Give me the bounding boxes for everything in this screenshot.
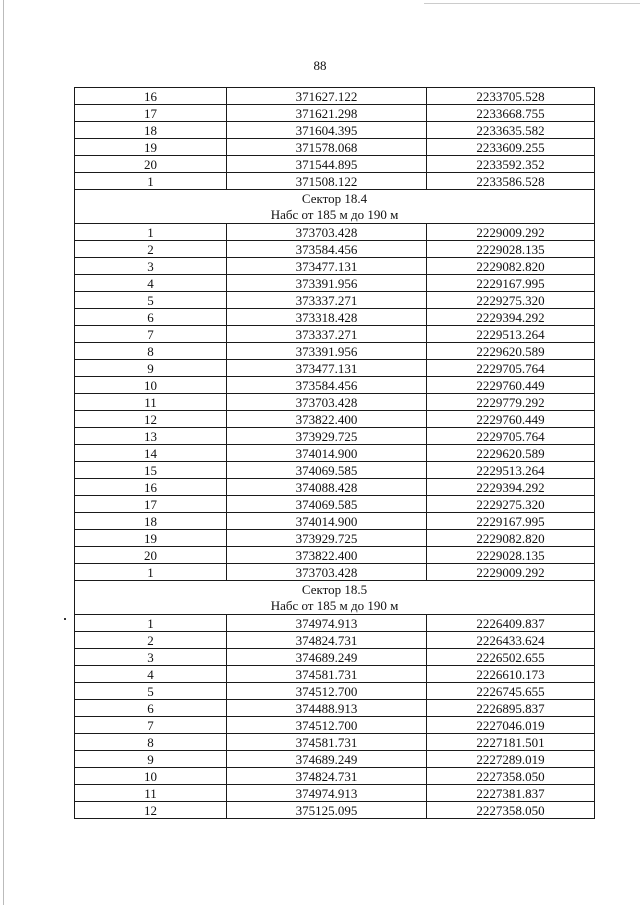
x-coordinate-cell: 373337.271 xyxy=(227,292,427,309)
x-coordinate-cell: 373929.725 xyxy=(227,530,427,547)
point-number-cell: 6 xyxy=(75,309,227,326)
point-number-cell: 3 xyxy=(75,649,227,666)
y-coordinate-cell: 2227046.019 xyxy=(427,717,595,734)
x-coordinate-cell: 373318.428 xyxy=(227,309,427,326)
table-row xyxy=(75,768,595,785)
x-coordinate-cell: 373822.400 xyxy=(227,411,427,428)
table-row xyxy=(75,88,595,105)
point-number-cell: 5 xyxy=(75,683,227,700)
sector-header-cell xyxy=(75,190,595,224)
x-coordinate-cell: 371508.122 xyxy=(227,173,427,190)
x-coordinate-cell: 374512.700 xyxy=(227,683,427,700)
table-row xyxy=(75,734,595,751)
y-coordinate-cell: 2226433.624 xyxy=(427,632,595,649)
x-coordinate-cell: 374512.700 xyxy=(227,717,427,734)
x-coordinate-cell: 373703.428 xyxy=(227,394,427,411)
table-row xyxy=(75,479,595,496)
table-row xyxy=(75,105,595,122)
point-number-cell: 17 xyxy=(75,496,227,513)
point-number-cell: 17 xyxy=(75,105,227,122)
point-number-cell: 5 xyxy=(75,292,227,309)
table-row xyxy=(75,343,595,360)
point-number-cell: 7 xyxy=(75,326,227,343)
table-row xyxy=(75,649,595,666)
y-coordinate-cell: 2229394.292 xyxy=(427,309,595,326)
y-coordinate-cell: 2229167.995 xyxy=(427,275,595,292)
y-coordinate-cell: 2227181.501 xyxy=(427,734,595,751)
point-number-cell: 3 xyxy=(75,258,227,275)
y-coordinate-cell: 2226895.837 xyxy=(427,700,595,717)
y-coordinate-cell: 2229705.764 xyxy=(427,360,595,377)
sector-header-cell xyxy=(75,581,595,615)
table-row xyxy=(75,360,595,377)
point-number-cell: 9 xyxy=(75,751,227,768)
table-row xyxy=(75,428,595,445)
point-number-cell: 8 xyxy=(75,343,227,360)
y-coordinate-cell: 2233592.352 xyxy=(427,156,595,173)
point-number-cell: 20 xyxy=(75,156,227,173)
y-coordinate-cell: 2227358.050 xyxy=(427,768,595,785)
x-coordinate-cell: 374069.585 xyxy=(227,496,427,513)
y-coordinate-cell: 2229513.264 xyxy=(427,326,595,343)
point-number-cell: 1 xyxy=(75,224,227,241)
scan-top-rule xyxy=(424,3,640,4)
y-coordinate-cell: 2229620.589 xyxy=(427,343,595,360)
x-coordinate-cell: 374974.913 xyxy=(227,615,427,632)
y-coordinate-cell: 2227289.019 xyxy=(427,751,595,768)
point-number-cell: 19 xyxy=(75,139,227,156)
y-coordinate-cell: 2229275.320 xyxy=(427,496,595,513)
y-coordinate-cell: 2226502.655 xyxy=(427,649,595,666)
point-number-cell: 12 xyxy=(75,411,227,428)
scan-left-edge xyxy=(3,0,4,905)
point-number-cell: 14 xyxy=(75,445,227,462)
point-number-cell: 12 xyxy=(75,802,227,819)
x-coordinate-cell: 374014.900 xyxy=(227,513,427,530)
y-coordinate-cell: 2226610.173 xyxy=(427,666,595,683)
x-coordinate-cell: 373822.400 xyxy=(227,547,427,564)
y-coordinate-cell: 2229779.292 xyxy=(427,394,595,411)
x-coordinate-cell: 374014.900 xyxy=(227,445,427,462)
table-row xyxy=(75,224,595,241)
point-number-cell: 1 xyxy=(75,564,227,581)
table-row xyxy=(75,717,595,734)
y-coordinate-cell: 2233668.755 xyxy=(427,105,595,122)
point-number-cell: 8 xyxy=(75,734,227,751)
y-coordinate-cell: 2226409.837 xyxy=(427,615,595,632)
x-coordinate-cell: 374581.731 xyxy=(227,734,427,751)
x-coordinate-cell: 374974.913 xyxy=(227,785,427,802)
y-coordinate-cell: 2229394.292 xyxy=(427,479,595,496)
table-row xyxy=(75,615,595,632)
table-row xyxy=(75,309,595,326)
table-row xyxy=(75,564,595,581)
y-coordinate-cell: 2229028.135 xyxy=(427,547,595,564)
x-coordinate-cell: 373703.428 xyxy=(227,564,427,581)
point-number-cell: 6 xyxy=(75,700,227,717)
x-coordinate-cell: 374069.585 xyxy=(227,462,427,479)
x-coordinate-cell: 373391.956 xyxy=(227,343,427,360)
point-number-cell: 18 xyxy=(75,513,227,530)
x-coordinate-cell: 371621.298 xyxy=(227,105,427,122)
x-coordinate-cell: 374824.731 xyxy=(227,768,427,785)
sector-header-row xyxy=(75,581,595,615)
coordinates-table-body xyxy=(75,88,595,819)
sector-title: Сектор 18.4 xyxy=(301,190,368,206)
y-coordinate-cell: 2233586.528 xyxy=(427,173,595,190)
y-coordinate-cell: 2229760.449 xyxy=(427,377,595,394)
table-row xyxy=(75,496,595,513)
table-row xyxy=(75,683,595,700)
y-coordinate-cell: 2229167.995 xyxy=(427,513,595,530)
x-coordinate-cell: 374088.428 xyxy=(227,479,427,496)
table-row xyxy=(75,258,595,275)
x-coordinate-cell: 373337.271 xyxy=(227,326,427,343)
y-coordinate-cell: 2229028.135 xyxy=(427,241,595,258)
point-number-cell: 11 xyxy=(75,394,227,411)
table-row xyxy=(75,326,595,343)
table-row xyxy=(75,139,595,156)
table-row xyxy=(75,547,595,564)
table-row xyxy=(75,122,595,139)
point-number-cell: 2 xyxy=(75,632,227,649)
page-number: 88 xyxy=(313,58,327,73)
y-coordinate-cell: 2226745.655 xyxy=(427,683,595,700)
point-number-cell: 4 xyxy=(75,275,227,292)
table-row xyxy=(75,445,595,462)
y-coordinate-cell: 2229275.320 xyxy=(427,292,595,309)
point-number-cell: 16 xyxy=(75,479,227,496)
y-coordinate-cell: 2229705.764 xyxy=(427,428,595,445)
y-coordinate-cell: 2229620.589 xyxy=(427,445,595,462)
point-number-cell: 18 xyxy=(75,122,227,139)
y-coordinate-cell: 2229009.292 xyxy=(427,224,595,241)
sector-height-range: Набс от 185 м до 190 м xyxy=(270,597,399,613)
table-row xyxy=(75,751,595,768)
x-coordinate-cell: 371627.122 xyxy=(227,88,427,105)
table-row xyxy=(75,785,595,802)
table-row xyxy=(75,666,595,683)
point-number-cell: 11 xyxy=(75,785,227,802)
table-row xyxy=(75,394,595,411)
x-coordinate-cell: 374689.249 xyxy=(227,649,427,666)
point-number-cell: 9 xyxy=(75,360,227,377)
y-coordinate-cell: 2229082.820 xyxy=(427,530,595,547)
point-number-cell: 7 xyxy=(75,717,227,734)
sector-title: Сектор 18.5 xyxy=(301,581,368,597)
point-number-cell: 19 xyxy=(75,530,227,547)
scan-speck xyxy=(64,618,66,620)
table-row xyxy=(75,700,595,717)
point-number-cell: 10 xyxy=(75,377,227,394)
point-number-cell: 16 xyxy=(75,88,227,105)
point-number-cell: 13 xyxy=(75,428,227,445)
coordinates-table xyxy=(74,87,595,819)
table-row xyxy=(75,292,595,309)
x-coordinate-cell: 374488.913 xyxy=(227,700,427,717)
table-row xyxy=(75,513,595,530)
table-row xyxy=(75,411,595,428)
y-coordinate-cell: 2229009.292 xyxy=(427,564,595,581)
y-coordinate-cell: 2233705.528 xyxy=(427,88,595,105)
x-coordinate-cell: 373584.456 xyxy=(227,241,427,258)
x-coordinate-cell: 373477.131 xyxy=(227,258,427,275)
point-number-cell: 1 xyxy=(75,615,227,632)
y-coordinate-cell: 2227358.050 xyxy=(427,802,595,819)
point-number-cell: 4 xyxy=(75,666,227,683)
y-coordinate-cell: 2233609.255 xyxy=(427,139,595,156)
x-coordinate-cell: 373584.456 xyxy=(227,377,427,394)
table-row xyxy=(75,632,595,649)
table-row xyxy=(75,241,595,258)
x-coordinate-cell: 374824.731 xyxy=(227,632,427,649)
point-number-cell: 10 xyxy=(75,768,227,785)
table-row xyxy=(75,275,595,292)
sector-height-range: Набс от 185 м до 190 м xyxy=(270,206,399,222)
point-number-cell: 1 xyxy=(75,173,227,190)
x-coordinate-cell: 371578.068 xyxy=(227,139,427,156)
table-row xyxy=(75,173,595,190)
x-coordinate-cell: 371544.895 xyxy=(227,156,427,173)
table-row xyxy=(75,377,595,394)
table-row xyxy=(75,462,595,479)
point-number-cell: 20 xyxy=(75,547,227,564)
y-coordinate-cell: 2229082.820 xyxy=(427,258,595,275)
y-coordinate-cell: 2229760.449 xyxy=(427,411,595,428)
x-coordinate-cell: 373391.956 xyxy=(227,275,427,292)
x-coordinate-cell: 373477.131 xyxy=(227,360,427,377)
x-coordinate-cell: 371604.395 xyxy=(227,122,427,139)
x-coordinate-cell: 373929.725 xyxy=(227,428,427,445)
y-coordinate-cell: 2229513.264 xyxy=(427,462,595,479)
point-number-cell: 2 xyxy=(75,241,227,258)
x-coordinate-cell: 375125.095 xyxy=(227,802,427,819)
x-coordinate-cell: 374581.731 xyxy=(227,666,427,683)
table-row xyxy=(75,156,595,173)
table-row xyxy=(75,530,595,547)
x-coordinate-cell: 373703.428 xyxy=(227,224,427,241)
x-coordinate-cell: 374689.249 xyxy=(227,751,427,768)
y-coordinate-cell: 2227381.837 xyxy=(427,785,595,802)
y-coordinate-cell: 2233635.582 xyxy=(427,122,595,139)
sector-header-row xyxy=(75,190,595,224)
point-number-cell: 15 xyxy=(75,462,227,479)
table-row xyxy=(75,802,595,819)
